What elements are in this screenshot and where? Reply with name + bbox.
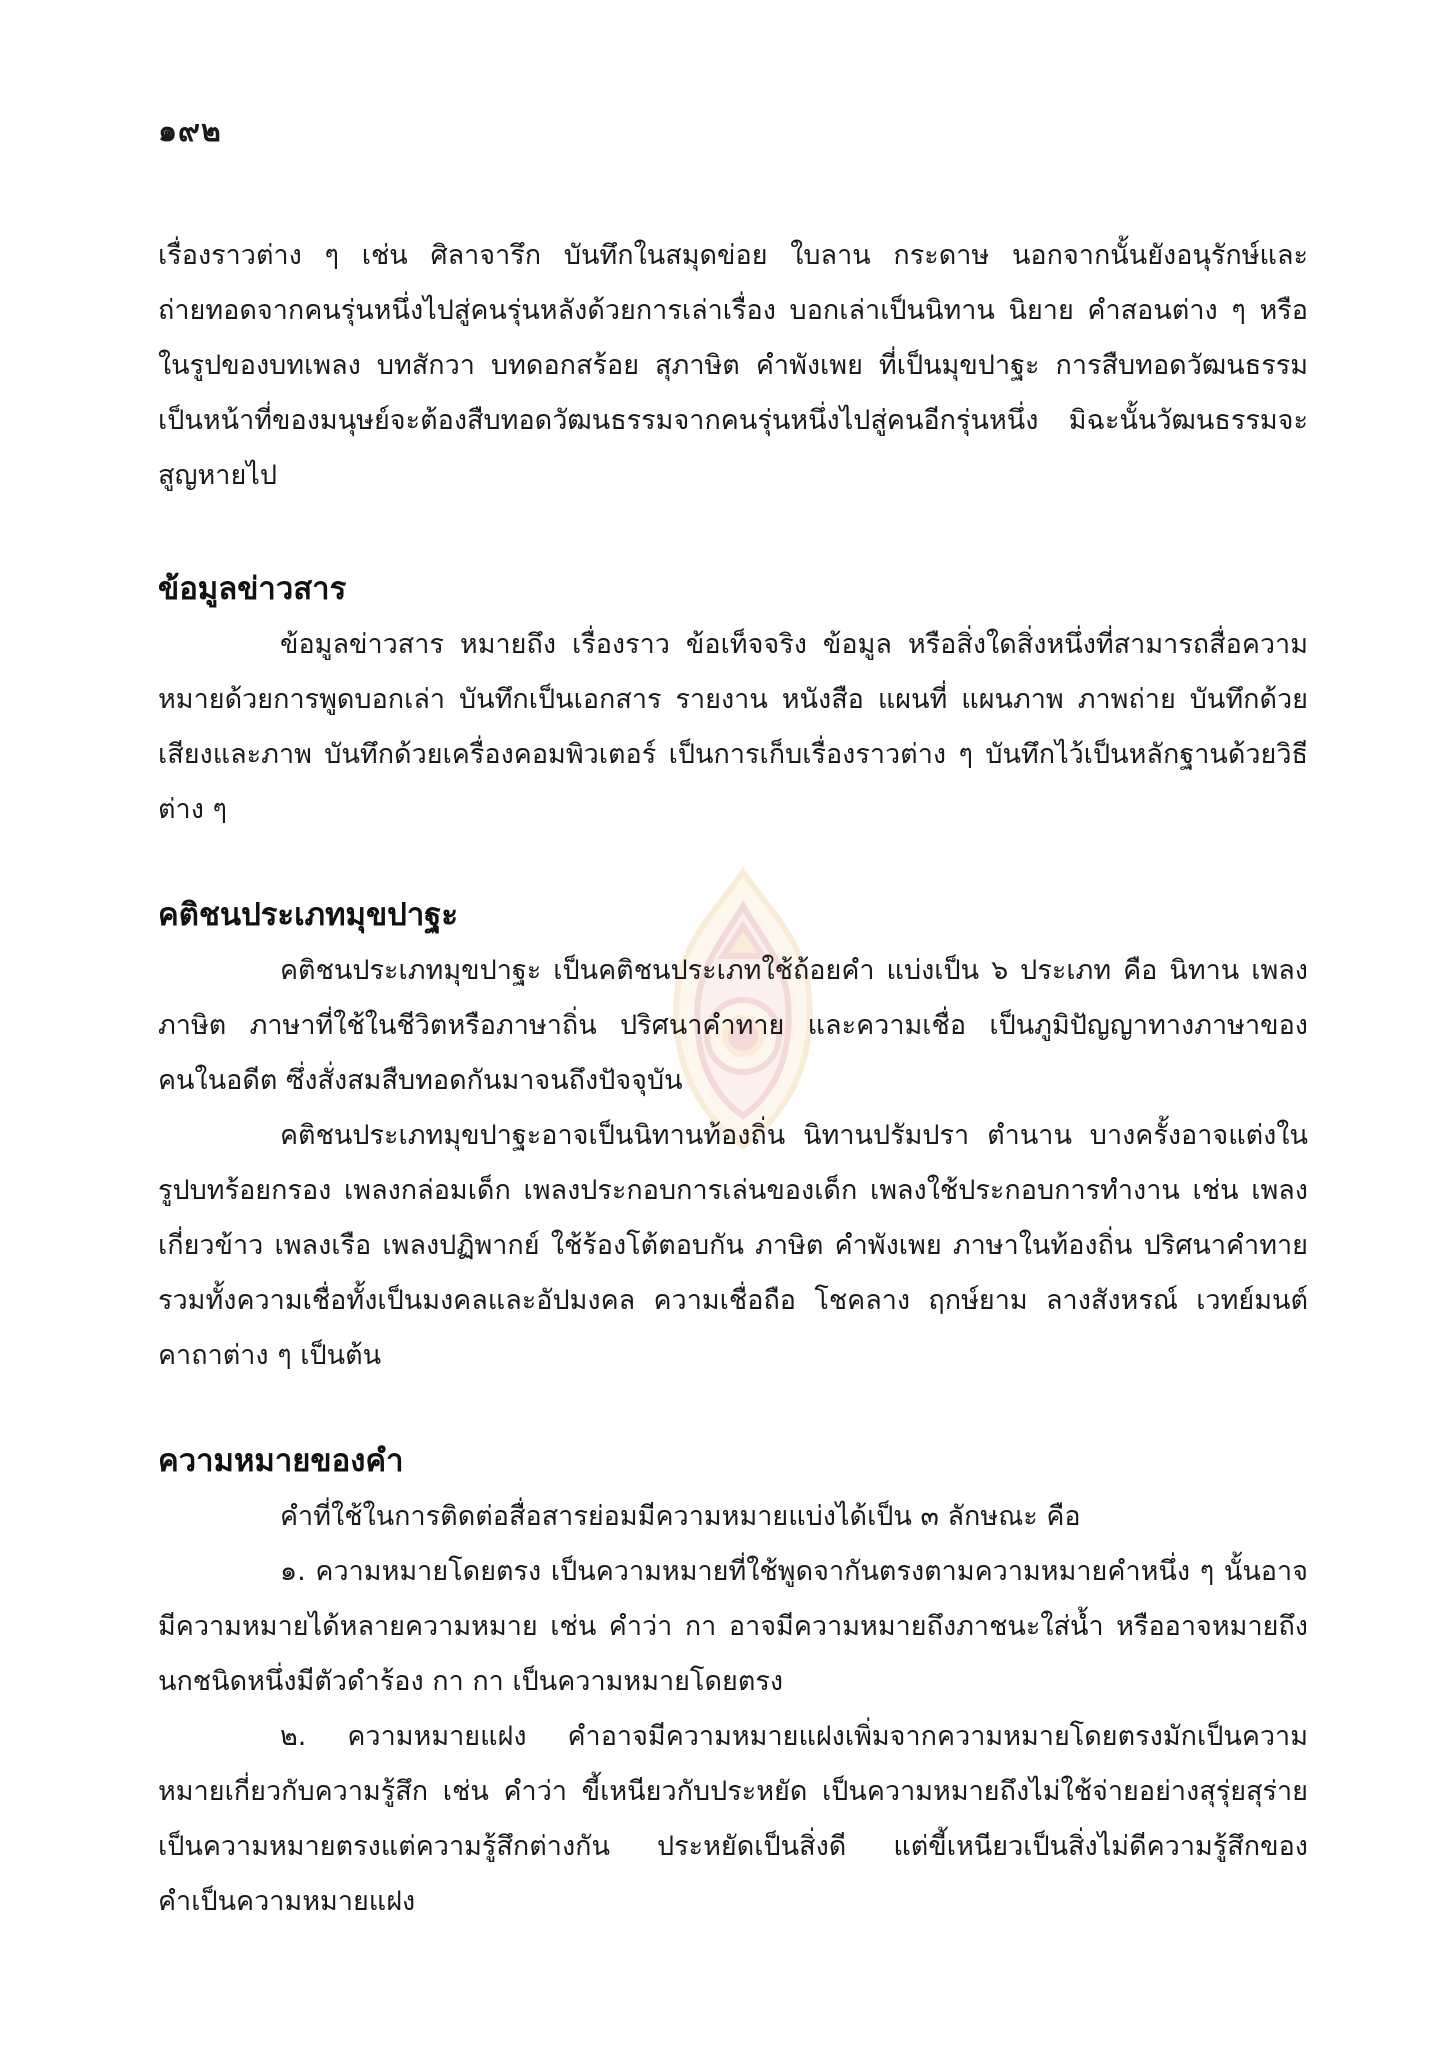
intro-paragraph: เรื่องราวต่าง ๆ เช่น ศิลาจารึก บันทึกในสมุดข่อย ใบลาน กระดาษ นอกจากนั้นยังอนุรักษ์และถ่ายทอดจากคนรุ่นหนึ่งไปสู่คนรุ่นหลังด้วยการเล่าเรื่อง บอกเล่าเป็นนิทาน นิยาย คำสอนต่าง ๆ หรือในรูปของบทเพลง บทสักวา บทดอกสร้อย สุภาษิต คำพังเพย ที่เป็นมุขปาฐะ การสืบทอดวัฒนธรรมเป็นหน้าที่ของมนุษย์จะต้องสืบทอดวัฒนธรรมจากคนรุ่นหนึ่งไปสู่คนอีกรุ่นหนึ่ง มิฉะนั้นวัฒนธรรมจะสูญหายไป [158, 240, 1308, 491]
section-paragraph: คติชนประเภทมุขปาฐะอาจเป็นนิทานท้องถิ่น นิทานปรัมปรา ตำนาน บางครั้งอาจแต่งในรูปบทร้อยกรอง เพลงกล่อมเด็ก เพลงประกอบการเล่นของเด็ก เพลงใช้ประกอบการทำงาน เช่น เพลงเกี่ยวข้าว เพลงเรือ เพลงปฏิพากย์ ใช้ร้องโต้ตอบกัน ภาษิต คำพังเพย ภาษาในท้องถิ่น ปริศนาคำทาย รวมทั้งความเชื่อทั้งเป็นมงคลและอัปมงคล ความเชื่อถือ โชคลาง ฤกษ์ยาม ลางสังหรณ์ เวทย์มนต์คาถาต่าง ๆ เป็นต้น [158, 1120, 1308, 1371]
section-paragraph: ๒. ความหมายแฝง คำอาจมีความหมายแฝงเพิ่มจากความหมายโดยตรงมักเป็นความหมายเกี่ยวกับความรู้สึก เช่น คำว่า ขี้เหนียวกับประหยัด เป็นความหมายถึงไม่ใช้จ่ายอย่างสุรุ่ยสุร่าย เป็นความหมายตรงแต่ความรู้สึกต่างกัน ประหยัดเป็นสิ่งดี แต่ขี้เหนียวเป็นสิ่งไม่ดีความรู้สึกของคำเป็นความหมายแฝง [158, 1721, 1308, 1917]
section-info [158, 562, 1308, 837]
intro-block [158, 228, 1308, 503]
section-word-meaning [158, 1434, 1308, 1929]
section-paragraph: คำที่ใช้ในการติดต่อสื่อสารย่อมมีความหมายแบ่งได้เป็น ๓ ลักษณะ คือ [280, 1501, 1081, 1532]
section-paragraph: ๑. ความหมายโดยตรง เป็นความหมายที่ใช้พูดจากันตรงตามความหมายคำหนึ่ง ๆ นั้นอาจมีความหมายได้หลายความหมาย เช่น คำว่า กา อาจมีความหมายถึงภาชนะใส่น้ำ หรืออาจหมายถึงนกชนิดหนึ่งมีตัวดำร้อง กา กา เป็นความหมายโดยตรง [158, 1556, 1308, 1697]
section-heading: ข้อมูลข่าวสาร [158, 571, 347, 607]
section-heading: ความหมายของคำ [158, 1443, 404, 1479]
section-folklore [158, 888, 1308, 1383]
section-paragraph: คติชนประเภทมุขปาฐะ เป็นคติชนประเภทใช้ถ้อยคำ แบ่งเป็น ๖ ประเภท คือ นิทาน เพลง ภาษิต ภาษาที่ใช้ในชีวิตหรือภาษาถิ่น ปริศนาคำทาย และความเชื่อ เป็นภูมิปัญญาทางภาษาของคนในอดีต ซึ่งสั่งสมสืบทอดกันมาจนถึงปัจจุบัน [158, 955, 1308, 1096]
page-number: ๑๙๒ [158, 114, 222, 149]
section-paragraph: ข้อมูลข่าวสาร หมายถึง เรื่องราว ข้อเท็จจริง ข้อมูล หรือสิ่งใดสิ่งหนึ่งที่สามารถสื่อความหมายด้วยการพูดบอกเล่า บันทึกเป็นเอกสาร รายงาน หนังสือ แผนที่ แผนภาพ ภาพถ่าย บันทึกด้วยเสียงและภาพ บันทึกด้วยเครื่องคอมพิวเตอร์ เป็นการเก็บเรื่องราวต่าง ๆ บันทึกไว้เป็นหลักฐานด้วยวิธีต่าง ๆ [158, 629, 1308, 825]
section-heading: คติชนประเภทมุขปาฐะ [158, 897, 459, 933]
